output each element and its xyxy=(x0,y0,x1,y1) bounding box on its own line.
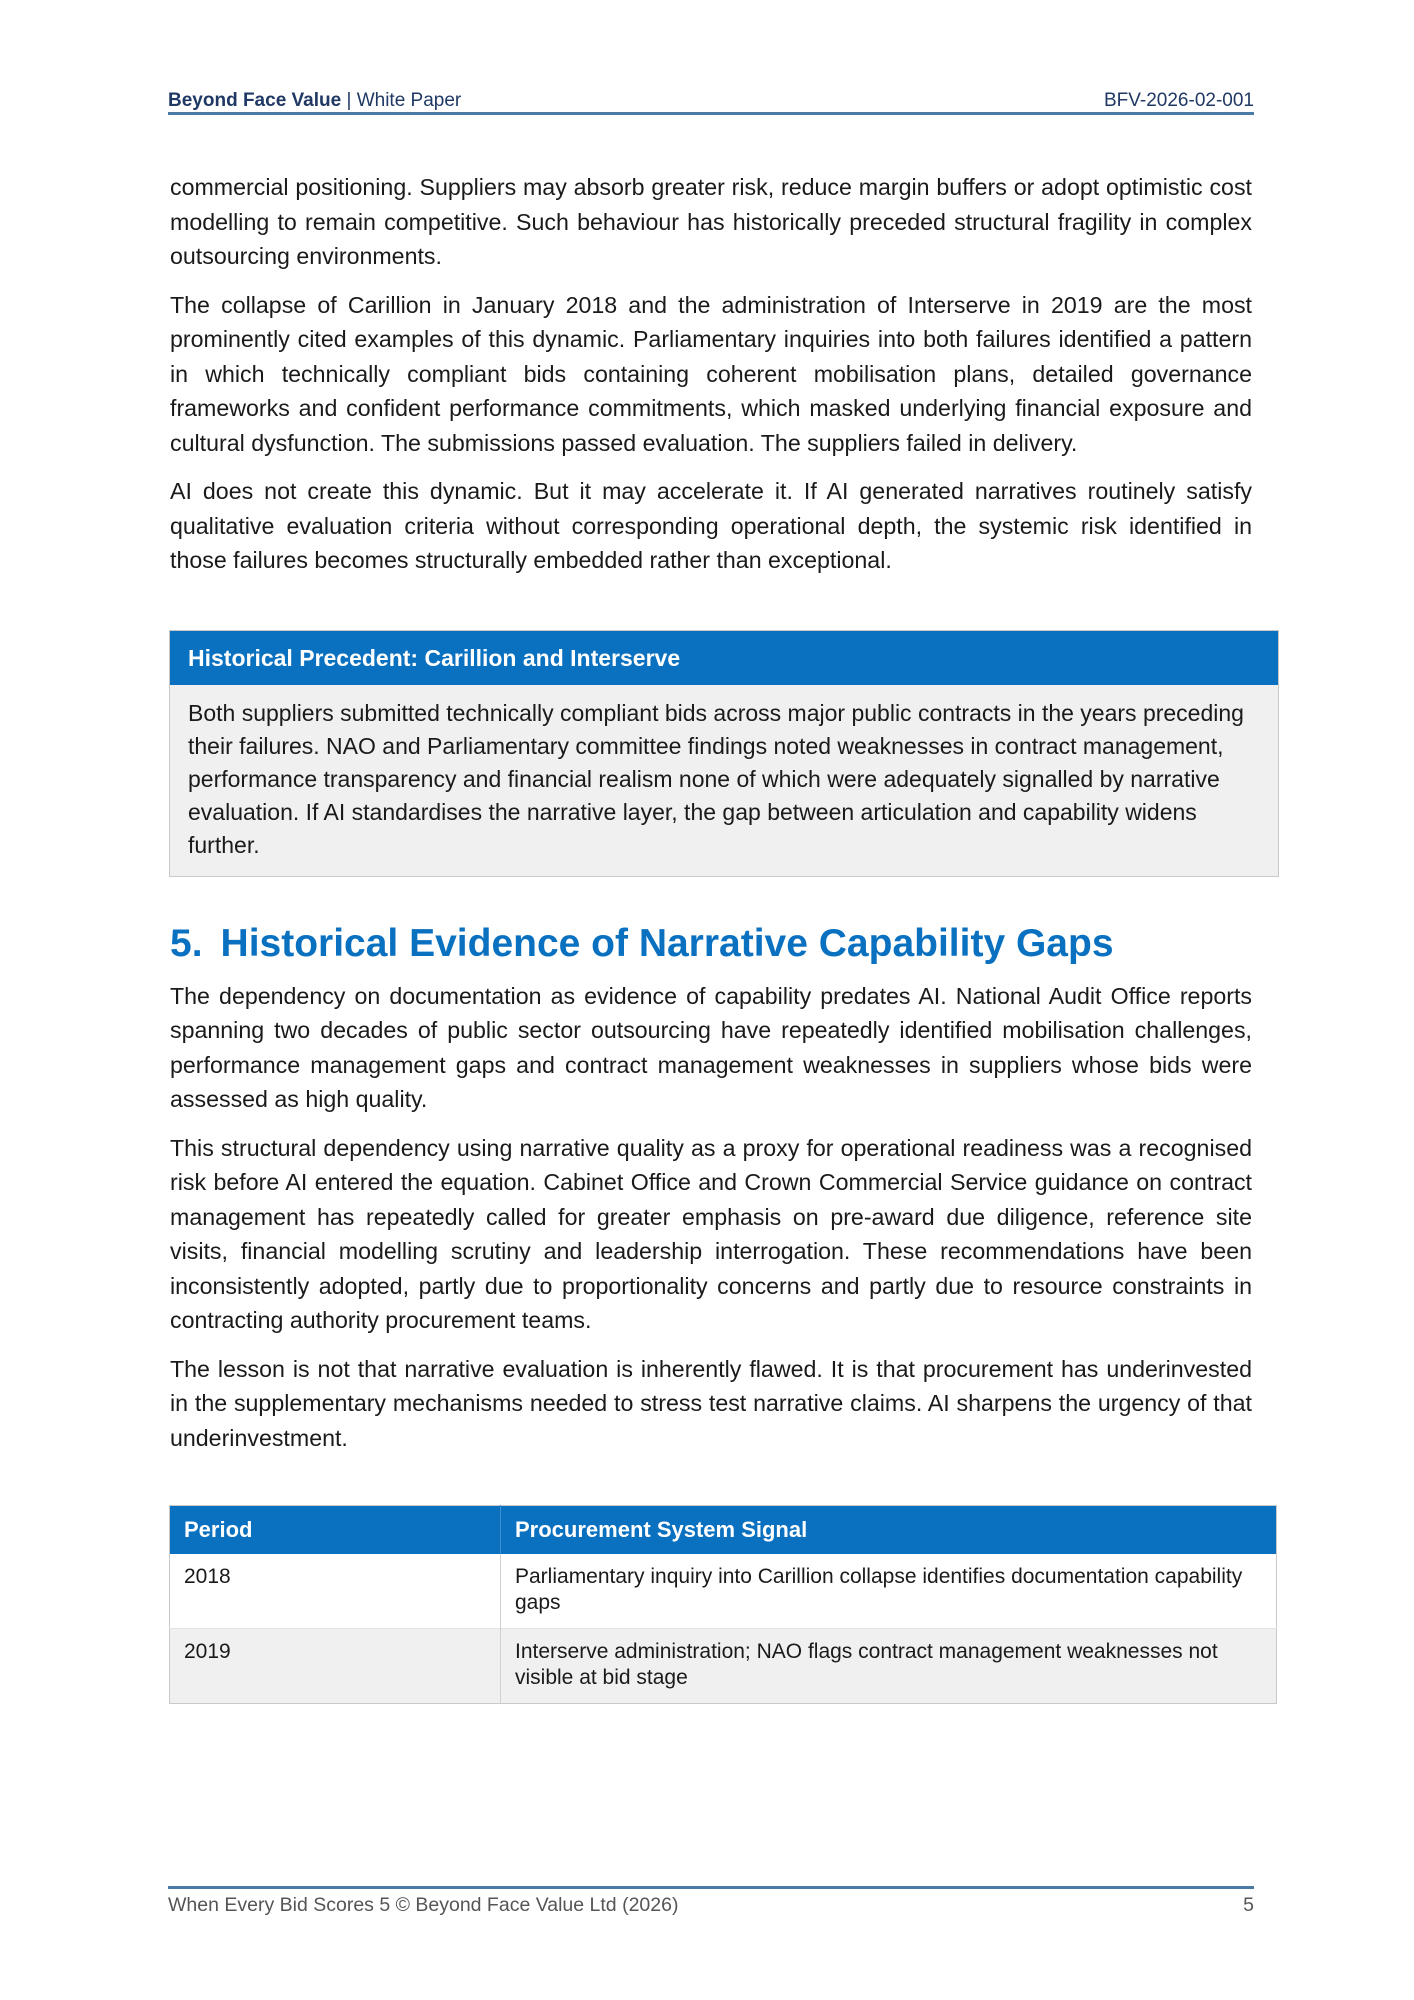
header-separator: | xyxy=(341,90,357,111)
callout-box xyxy=(169,630,1279,877)
table-header-row xyxy=(170,1506,1277,1555)
callout-text: Both suppliers submitted technically compliant bids across major public contracts in the years preceding their failures. NAO and Parliamentary committee findings noted weaknesses in contract management, performance transparency and financial realism none of which were adequately signalled by narrative evaluation. If AI standardises the narrative layer, the gap between articulation and capability widens further. xyxy=(188,699,1244,858)
header-brand: Beyond Face Value xyxy=(168,90,342,111)
footer-divider xyxy=(168,1886,1254,1889)
page-number: 5 xyxy=(1243,1894,1254,1916)
cell-signal: Interserve administration; NAO flags contract management weaknesses not visible at bid stage xyxy=(501,1629,1277,1704)
body-paragraph: AI does not create this dynamic. But it may accelerate it. If AI generated narratives routinely satisfy qualitative evaluation criteria without corresponding operational depth, the systemic risk identified in those failures becomes structurally embedded rather than exceptional. xyxy=(170,478,1252,573)
table-row xyxy=(170,1554,1277,1629)
body-paragraph: commercial positioning. Suppliers may absorb greater risk, reduce margin buffers or adopt optimistic cost modelling to remain competitive. Such behaviour has historically preceded structural fragility in complex outsourcing environments. xyxy=(170,174,1252,269)
header-doc-id: BFV-2026-02-001 xyxy=(1104,90,1254,111)
body-paragraph: The collapse of Carillion in January 2018 and the administration of Interserve in 2019 are the most prominently cited examples of this dynamic. Parliamentary inquiries into both failures identified a pattern in which technically compliant bids containing coherent mobilisation plans, detailed governance frameworks and confident performance commitments, which masked underlying financial exposure and cultural dysfunction. The submissions passed evaluation. The suppliers failed in delivery. xyxy=(170,291,1252,456)
page-header xyxy=(168,84,1254,112)
procurement-signals-table xyxy=(169,1505,1277,1704)
cell-period: 2019 xyxy=(170,1629,501,1704)
page-footer xyxy=(168,1892,1254,1918)
footer-text: When Every Bid Scores 5 © Beyond Face Value Ltd (2026) xyxy=(168,1894,679,1916)
table-row xyxy=(170,1629,1277,1704)
section-title: Historical Evidence of Narrative Capability Gaps xyxy=(220,921,1114,965)
cell-period: 2018 xyxy=(170,1554,501,1629)
column-header-period: Period xyxy=(170,1506,501,1555)
section-number: 5. xyxy=(170,921,203,965)
callout-title: Historical Precedent: Carillion and Interserve xyxy=(170,631,1278,685)
body-paragraph: The dependency on documentation as evidence of capability predates AI. National Audit Office reports spanning two decades of public sector outsourcing have repeatedly identified mobilisation challenges, performance management gaps and contract management weaknesses in suppliers whose bids were assessed as high quality. xyxy=(170,982,1252,1112)
page-content xyxy=(170,170,1252,1704)
body-paragraph: This structural dependency using narrative quality as a proxy for operational readiness was a recognised risk before AI entered the equation. Cabinet Office and Crown Commercial Service guidance on contract management has repeatedly called for greater emphasis on pre-award due diligence, reference site visits, financial modelling scrutiny and leadership interrogation. These recommendations have been inconsistently adopted, partly due to proportionality concerns and partly due to resource constraints in contracting authority procurement teams. xyxy=(170,1134,1252,1333)
header-left xyxy=(168,90,461,112)
section-heading xyxy=(170,921,1252,967)
column-header-signal: Procurement System Signal xyxy=(501,1506,1277,1555)
header-doc-type: White Paper xyxy=(356,90,462,111)
body-paragraph: The lesson is not that narrative evaluation is inherently flawed. It is that procurement has underinvested in the supplementary mechanisms needed to stress test narrative claims. AI sharpens the urgency of that underinvestment. xyxy=(170,1355,1252,1451)
header-divider xyxy=(168,112,1254,115)
cell-signal: Parliamentary inquiry into Carillion collapse identifies documentation capability gaps xyxy=(501,1554,1277,1629)
